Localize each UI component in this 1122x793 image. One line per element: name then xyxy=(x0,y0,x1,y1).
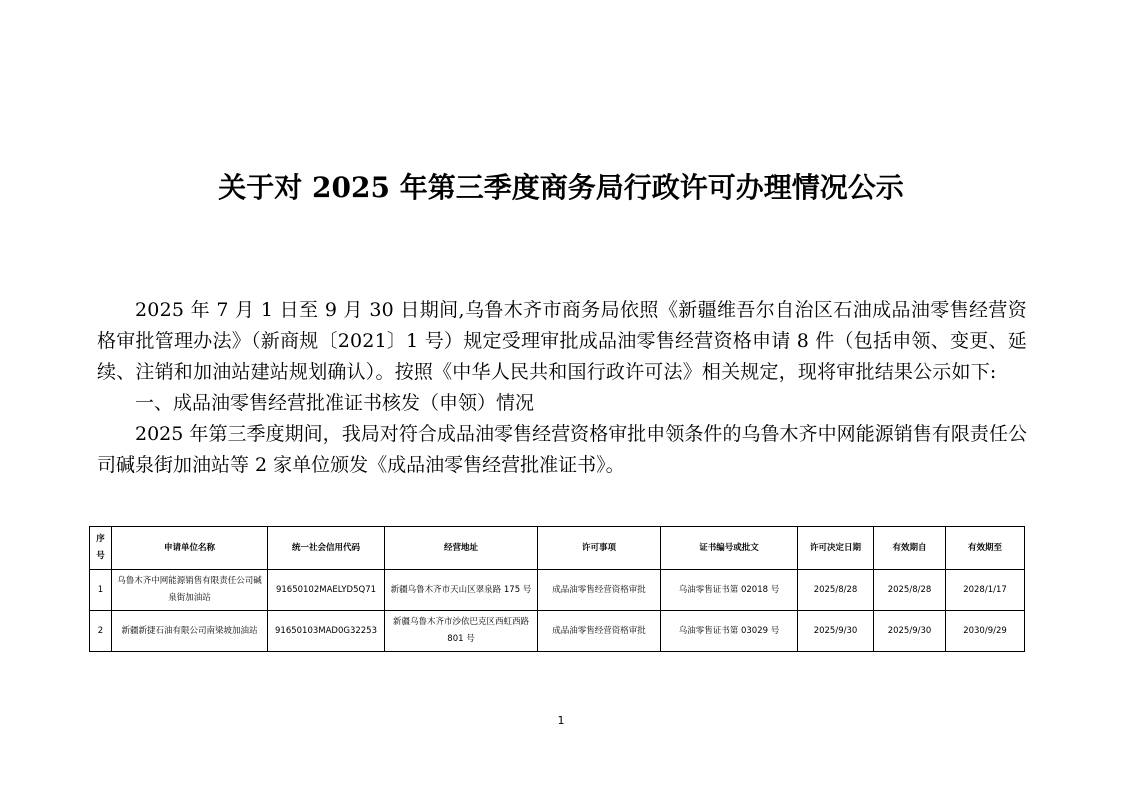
cell-address: 新疆乌鲁木齐市沙依巴克区西虹西路 801 号 xyxy=(385,611,538,652)
cell-permit-item: 成品油零售经营资格审批 xyxy=(538,611,661,652)
header-valid-to: 有效期至 xyxy=(946,527,1025,570)
cell-credit-code: 91650103MAD0G32253 xyxy=(268,611,385,652)
header-valid-from: 有效期自 xyxy=(874,527,946,570)
cell-valid-to: 2030/9/29 xyxy=(946,611,1025,652)
cell-address: 新疆乌鲁木齐市天山区翠泉路 175 号 xyxy=(385,570,538,611)
section-paragraph: 2025 年第三季度期间，我局对符合成品油零售经营资格审批申领条件的乌鲁木齐中网能源销售有限责任公司碱泉街加油站等 2 家单位颁发《成品油零售经营批准证书》。 xyxy=(97,423,1027,476)
header-applicant: 申请单位名称 xyxy=(112,527,268,570)
cell-certificate-no: 乌油零售证书第 02018 号 xyxy=(661,570,798,611)
header-decision-date: 许可决定日期 xyxy=(798,527,874,570)
header-credit-code: 统一社会信用代码 xyxy=(268,527,385,570)
cell-seq: 2 xyxy=(90,611,112,652)
table-row xyxy=(90,611,1025,652)
intro-paragraph: 2025 年 7 月 1 日至 9 月 30 日期间,乌鲁木齐市商务局依照《新疆维吾尔自治区石油成品油零售经营资格审批管理办法》（新商规〔2021〕1 号）规定受理审批成品油零售经营资格申请 8 件（包括申领、变更、延续、注销和加油站建站规划确认）。按照《中华人民共和国行政许可法》相关规定，现将审批结果公示如下: xyxy=(97,299,1027,383)
header-address: 经营地址 xyxy=(385,527,538,570)
cell-credit-code: 91650102MAELYD5Q71 xyxy=(268,570,385,611)
document-title: 关于对 2025 年第三季度商务局行政许可办理情况公示 xyxy=(218,171,904,204)
header-permit-item: 许可事项 xyxy=(538,527,661,570)
cell-certificate-no: 乌油零售证书第 03029 号 xyxy=(661,611,798,652)
cell-permit-item: 成品油零售经营资格审批 xyxy=(538,570,661,611)
cell-valid-from: 2025/9/30 xyxy=(874,611,946,652)
permit-table xyxy=(89,526,1025,652)
page-number: 1 xyxy=(557,714,565,727)
section-heading: 一、成品油零售经营批准证书核发（申领）情况 xyxy=(135,392,535,414)
cell-seq: 1 xyxy=(90,570,112,611)
table-header-row xyxy=(90,527,1025,570)
cell-valid-to: 2028/1/17 xyxy=(946,570,1025,611)
header-certificate-no: 证书编号或批文 xyxy=(661,527,798,570)
cell-valid-from: 2025/8/28 xyxy=(874,570,946,611)
cell-applicant: 新疆新捷石油有限公司南梁坡加油站 xyxy=(112,611,268,652)
header-seq: 序号 xyxy=(90,527,112,570)
document-body xyxy=(97,295,1027,481)
cell-decision-date: 2025/8/28 xyxy=(798,570,874,611)
cell-applicant: 乌鲁木齐中网能源销售有限责任公司碱泉街加油站 xyxy=(112,570,268,611)
cell-decision-date: 2025/9/30 xyxy=(798,611,874,652)
table-row xyxy=(90,570,1025,611)
